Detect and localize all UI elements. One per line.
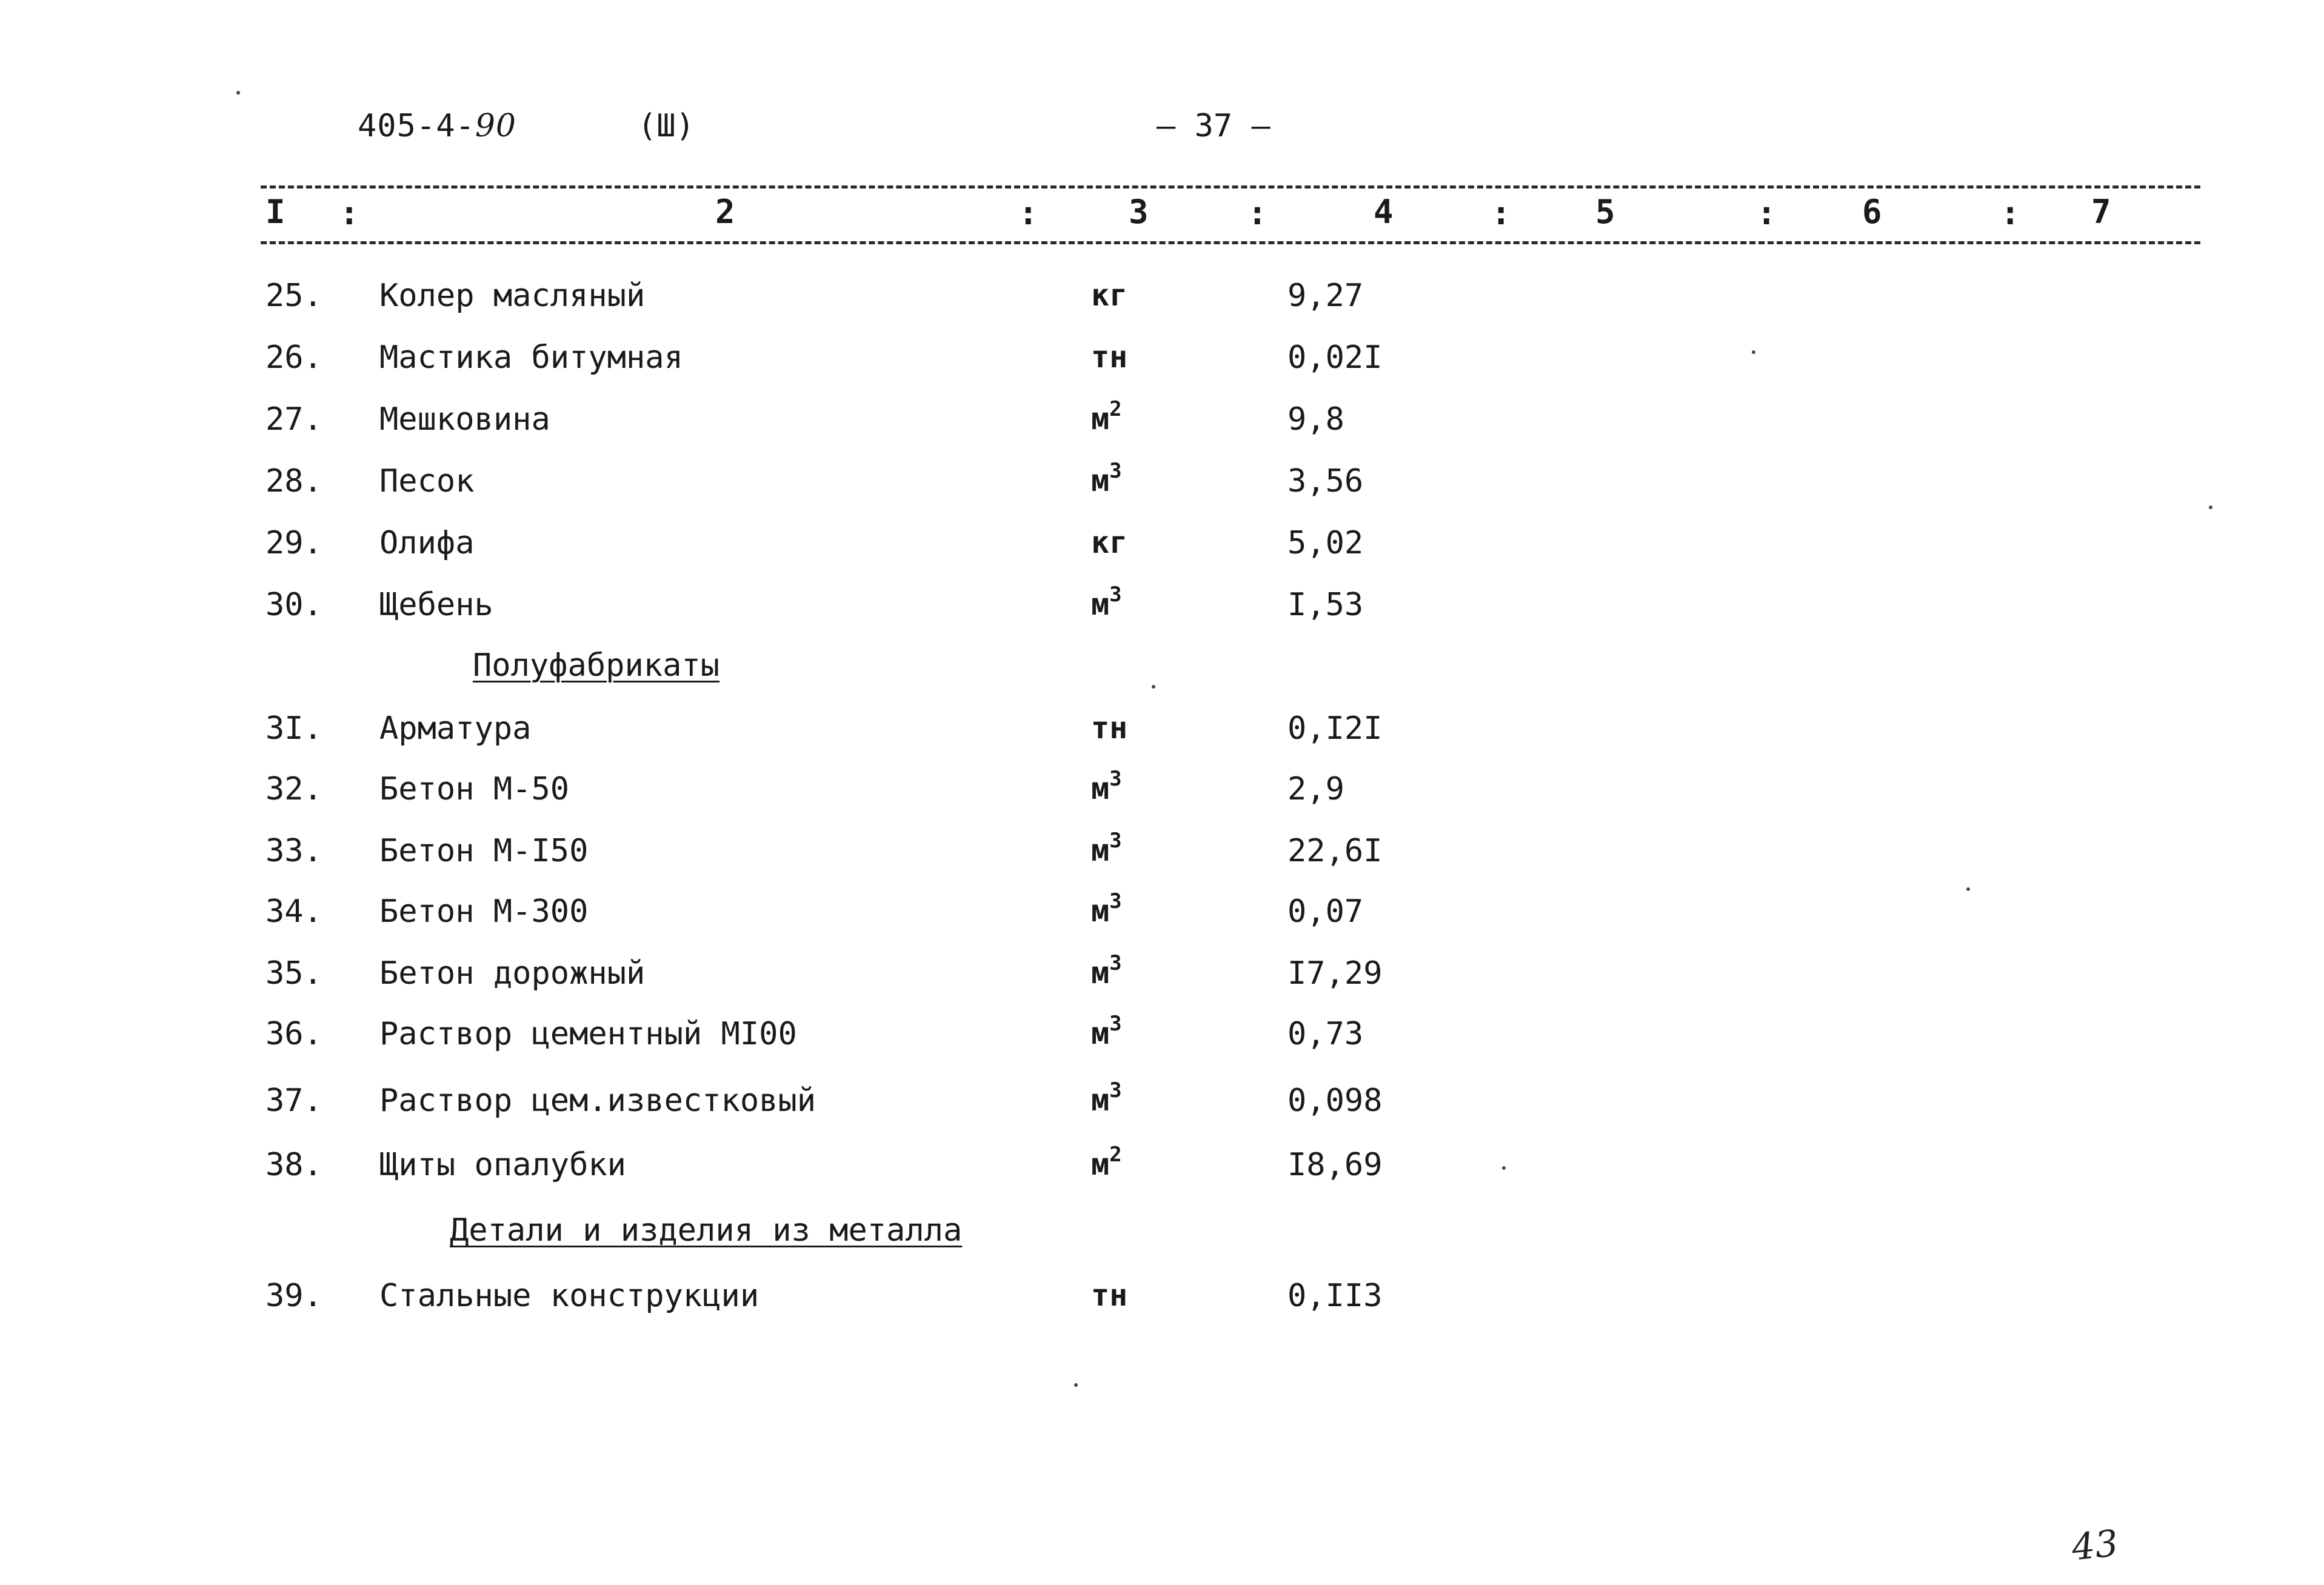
quantity: 0,098 [1287, 1083, 1383, 1119]
material-name: Щебень [379, 587, 493, 623]
quantity: 9,8 [1287, 401, 1344, 438]
document-code [358, 108, 516, 144]
unit [1091, 339, 1127, 375]
material-name: Бетон дорожный [379, 955, 646, 992]
unit [1091, 829, 1122, 868]
row-number: 36. [265, 1016, 322, 1052]
document-code-handwritten: 90 [475, 108, 517, 144]
row-number: 32. [265, 771, 322, 807]
row-number: 26. [265, 339, 322, 376]
unit-base: м [1091, 1083, 1110, 1118]
quantity: 0,73 [1287, 1016, 1364, 1052]
row-number: 38. [265, 1147, 322, 1183]
table-row [0, 397, 2324, 456]
unit-exponent: 3 [1109, 889, 1122, 913]
header-top-rule [261, 185, 2200, 189]
quantity: 9,27 [1287, 278, 1364, 314]
scan-speck [2209, 506, 2212, 509]
scan-speck [236, 91, 240, 95]
unit-base: м [1091, 401, 1110, 436]
column-header-5: 5 [1595, 193, 1615, 231]
table-row [0, 1078, 2324, 1137]
unit-exponent: 3 [1109, 767, 1122, 791]
unit-exponent: 3 [1109, 1078, 1122, 1103]
column-header-6: 6 [1862, 193, 1882, 231]
unit-exponent: 3 [1109, 829, 1122, 853]
quantity: 2,9 [1287, 771, 1344, 807]
unit-exponent: 2 [1109, 1143, 1122, 1167]
material-name: Бетон М-I50 [379, 833, 589, 869]
unit-exponent: 3 [1109, 1012, 1122, 1036]
unit-exponent: 3 [1109, 459, 1122, 483]
quantity: I,53 [1287, 587, 1364, 623]
unit [1091, 459, 1122, 498]
table-row [0, 829, 2324, 887]
quantity: 0,02I [1287, 339, 1383, 376]
unit [1091, 710, 1127, 746]
unit-base: м [1091, 833, 1110, 868]
row-number: 27. [265, 401, 322, 438]
document-code-printed: 405-4- [358, 108, 475, 144]
column-separator: : [339, 194, 359, 232]
unit-exponent: 3 [1109, 582, 1122, 607]
unit [1091, 397, 1122, 436]
material-name: Щиты опалубки [379, 1147, 626, 1183]
page-number: – 37 – [1157, 108, 1271, 144]
column-header-1: I [265, 193, 285, 231]
table-row [0, 1278, 2324, 1332]
row-number: 29. [265, 525, 322, 561]
table-row [0, 339, 2324, 394]
unit-base: м [1091, 893, 1110, 929]
header-bottom-rule [261, 241, 2200, 244]
unit [1091, 1143, 1122, 1182]
column-separator: : [1018, 194, 1038, 232]
unit [1091, 1078, 1122, 1118]
material-name: Бетон М-300 [379, 893, 589, 930]
row-number: 34. [265, 893, 322, 930]
unit-base: м [1091, 1147, 1110, 1182]
material-name: Арматура [379, 710, 532, 747]
quantity: I8,69 [1287, 1147, 1383, 1183]
scan-speck [1074, 1383, 1078, 1387]
column-separator: : [1247, 194, 1267, 232]
quantity: 0,II3 [1287, 1278, 1383, 1314]
unit [1091, 582, 1122, 622]
section-title-metal-parts: Детали и изделия из металла [450, 1212, 963, 1249]
scan-speck [1152, 685, 1155, 689]
unit [1091, 1012, 1122, 1051]
material-name: Бетон М-50 [379, 771, 570, 807]
unit [1091, 278, 1127, 313]
row-number: 3I. [265, 710, 322, 747]
row-number: 35. [265, 955, 322, 992]
table-row [0, 1012, 2324, 1070]
column-separator: : [2000, 194, 2020, 232]
quantity: 5,02 [1287, 525, 1364, 561]
column-header-2: 2 [715, 193, 735, 231]
material-name: Олифа [379, 525, 475, 561]
table-row [0, 278, 2324, 332]
column-header-4: 4 [1374, 193, 1394, 231]
unit [1091, 1278, 1127, 1313]
quantity: I7,29 [1287, 955, 1383, 992]
scan-speck [1752, 350, 1755, 354]
scan-speck [1502, 1166, 1506, 1170]
unit-base: тн [1091, 710, 1128, 746]
section-title-semi-finished: Полуфабрикаты [473, 647, 720, 684]
column-header-7: 7 [2091, 193, 2111, 231]
unit [1091, 951, 1122, 990]
unit-base: м [1091, 771, 1110, 806]
quantity: 0,07 [1287, 893, 1364, 930]
material-name: Мешковина [379, 401, 550, 438]
unit-base: кг [1091, 525, 1128, 560]
unit-base: тн [1091, 1278, 1128, 1313]
column-header-3: 3 [1129, 193, 1149, 231]
column-separator: : [1757, 194, 1777, 232]
unit-base: тн [1091, 339, 1128, 375]
quantity: 0,I2I [1287, 710, 1383, 747]
scan-speck [1966, 887, 1970, 891]
row-number: 37. [265, 1083, 322, 1119]
quantity: 3,56 [1287, 463, 1364, 499]
table-row [0, 582, 2324, 641]
table-row [0, 767, 2324, 826]
material-name: Стальные конструкции [379, 1278, 760, 1314]
unit-base: м [1091, 587, 1110, 622]
unit [1091, 767, 1122, 806]
unit-base: кг [1091, 278, 1128, 313]
table-row [0, 459, 2324, 518]
table-row [0, 889, 2324, 948]
document-part: (Ш) [638, 108, 695, 144]
unit-base: м [1091, 463, 1110, 498]
table-row [0, 710, 2324, 765]
material-name: Песок [379, 463, 475, 499]
unit-exponent: 2 [1109, 397, 1122, 421]
column-separator: : [1491, 194, 1511, 232]
material-name: Колер масляный [379, 278, 646, 314]
unit-exponent: 3 [1109, 951, 1122, 975]
unit [1091, 525, 1127, 560]
row-number: 25. [265, 278, 322, 314]
unit-base: м [1091, 1016, 1110, 1051]
row-number: 39. [265, 1278, 322, 1314]
unit [1091, 889, 1122, 929]
table-row [0, 525, 2324, 579]
handwritten-mark: 43 [2069, 1522, 2120, 1569]
row-number: 30. [265, 587, 322, 623]
row-number: 33. [265, 833, 322, 869]
material-name: Раствор цем.известковый [379, 1083, 816, 1119]
table-row [0, 1143, 2324, 1201]
unit-base: м [1091, 955, 1110, 990]
material-name: Мастика битумная [379, 339, 683, 376]
table-row [0, 951, 2324, 1010]
material-name: Раствор цементный МI00 [379, 1016, 797, 1052]
quantity: 22,6I [1287, 833, 1383, 869]
row-number: 28. [265, 463, 322, 499]
